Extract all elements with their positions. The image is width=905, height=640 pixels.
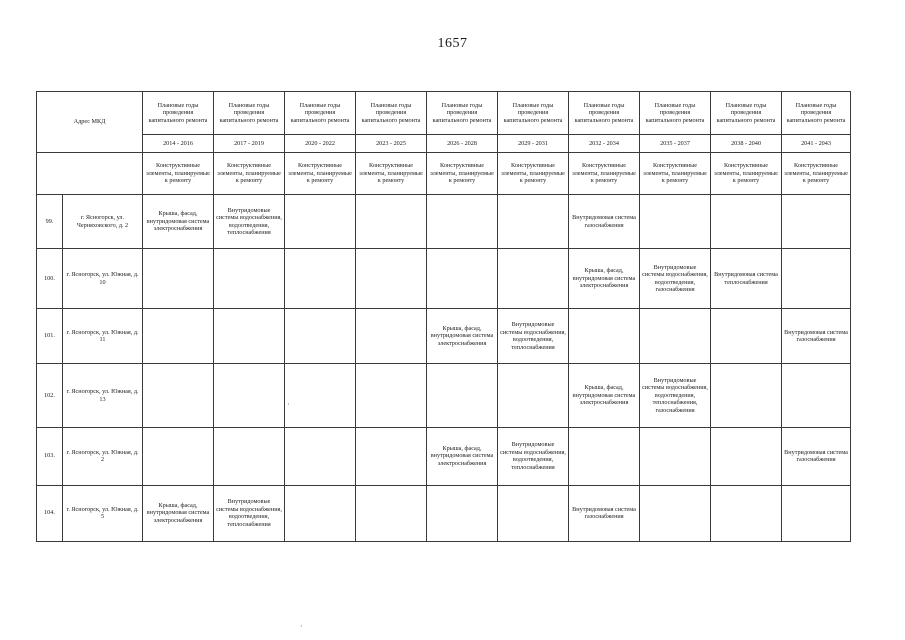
work-cell bbox=[498, 485, 569, 542]
scan-speck: · bbox=[287, 400, 290, 409]
work-cell bbox=[214, 428, 285, 485]
table-row bbox=[37, 249, 851, 309]
page-number: 1657 bbox=[437, 36, 468, 51]
table-row bbox=[37, 195, 851, 249]
work-cell: Внутридомовые системы водоснабжения, водоотведения, теплоснабжения bbox=[214, 195, 285, 249]
work-cell bbox=[782, 364, 851, 428]
work-cell bbox=[498, 195, 569, 249]
work-cell: Крыша, фасад, внутридомовая система электроснабжения bbox=[427, 428, 498, 485]
row-number: 101. bbox=[37, 308, 63, 363]
period-label: Плановые годы проведения капитального ремонта bbox=[782, 92, 851, 135]
work-cell: Крыша, фасад, внутридомовая система электроснабжения bbox=[143, 195, 214, 249]
period-years: 2023 - 2025 bbox=[356, 135, 427, 153]
work-cell bbox=[356, 364, 427, 428]
work-cell bbox=[356, 195, 427, 249]
period-label: Плановые годы проведения капитального ремонта bbox=[356, 92, 427, 135]
period-years: 2014 - 2016 bbox=[143, 135, 214, 153]
row-number: 103. bbox=[37, 428, 63, 485]
work-cell: Крыша, фасад, внутридомовая система электроснабжения bbox=[143, 485, 214, 542]
work-cell bbox=[498, 249, 569, 309]
work-cell bbox=[214, 249, 285, 309]
work-cell bbox=[711, 195, 782, 249]
work-cell bbox=[711, 428, 782, 485]
scan-speck: · bbox=[300, 622, 303, 631]
table-row bbox=[37, 308, 851, 363]
work-cell: Крыша, фасад, внутридомовая система электроснабжения bbox=[569, 249, 640, 309]
period-label: Плановые годы проведения капитального ремонта bbox=[711, 92, 782, 135]
table-row bbox=[37, 428, 851, 485]
row-number: 102. bbox=[37, 364, 63, 428]
header-row-years bbox=[37, 135, 851, 153]
period-years: 2029 - 2031 bbox=[498, 135, 569, 153]
work-cell bbox=[711, 364, 782, 428]
row-number: 100. bbox=[37, 249, 63, 309]
work-cell bbox=[285, 249, 356, 309]
table-row bbox=[37, 364, 851, 428]
work-cell bbox=[569, 428, 640, 485]
work-cell: Внутридомовые системы водоснабжения, водоотведения, теплоснабжения bbox=[214, 485, 285, 542]
period-years: 2041 - 2043 bbox=[782, 135, 851, 153]
work-cell bbox=[711, 485, 782, 542]
work-cell bbox=[285, 308, 356, 363]
work-cell bbox=[640, 428, 711, 485]
work-cell: Внутридомовые системы водоснабжения, водоотведения, теплоснабжения, газоснабжения bbox=[640, 364, 711, 428]
element-label: Конструктивные элементы, планируемые к ремонту bbox=[214, 153, 285, 195]
work-cell bbox=[356, 249, 427, 309]
row-address: г. Ясногорск, ул. Южная, д. 11 bbox=[63, 308, 143, 363]
work-cell bbox=[640, 308, 711, 363]
work-cell bbox=[356, 308, 427, 363]
work-cell bbox=[782, 195, 851, 249]
work-cell bbox=[285, 485, 356, 542]
row-number: 104. bbox=[37, 485, 63, 542]
element-label: Конструктивные элементы, планируемые к ремонту bbox=[356, 153, 427, 195]
work-cell bbox=[782, 249, 851, 309]
work-cell bbox=[285, 195, 356, 249]
element-label: Конструктивные элементы, планируемые к ремонту bbox=[711, 153, 782, 195]
row-address: г. Ясногорск, ул. Южная, д. 2 bbox=[63, 428, 143, 485]
work-cell bbox=[143, 428, 214, 485]
work-cell bbox=[427, 485, 498, 542]
element-label: Конструктивные элементы, планируемые к ремонту bbox=[427, 153, 498, 195]
work-cell: Крыша, фасад, внутридомовая система электроснабжения bbox=[569, 364, 640, 428]
period-years: 2020 - 2022 bbox=[285, 135, 356, 153]
element-label: Конструктивные элементы, планируемые к ремонту bbox=[569, 153, 640, 195]
capital-repair-plan-table bbox=[36, 91, 851, 542]
work-cell: Внутридомовая система газоснабжения bbox=[569, 485, 640, 542]
work-cell bbox=[427, 249, 498, 309]
row-number: 99. bbox=[37, 195, 63, 249]
period-label: Плановые годы проведения капитального ремонта bbox=[427, 92, 498, 135]
work-cell bbox=[356, 485, 427, 542]
table-row bbox=[37, 485, 851, 542]
work-cell bbox=[143, 308, 214, 363]
period-years: 2026 - 2028 bbox=[427, 135, 498, 153]
work-cell bbox=[285, 364, 356, 428]
work-cell bbox=[498, 364, 569, 428]
period-label: Плановые годы проведения капитального ремонта bbox=[143, 92, 214, 135]
row-address: г. Ясногорск, ул. Южная, д. 10 bbox=[63, 249, 143, 309]
work-cell bbox=[427, 195, 498, 249]
period-label: Плановые годы проведения капитального ремонта bbox=[214, 92, 285, 135]
period-label: Плановые годы проведения капитального ремонта bbox=[640, 92, 711, 135]
work-cell bbox=[640, 485, 711, 542]
work-cell bbox=[640, 195, 711, 249]
work-cell: Внутридомовая система теплоснабжения bbox=[711, 249, 782, 309]
work-cell bbox=[356, 428, 427, 485]
work-cell: Внутридомовые системы водоснабжения, водоотведения, теплоснабжения bbox=[498, 428, 569, 485]
work-cell bbox=[427, 364, 498, 428]
element-label: Конструктивные элементы, планируемые к ремонту bbox=[782, 153, 851, 195]
period-years: 2032 - 2034 bbox=[569, 135, 640, 153]
element-label: Конструктивные элементы, планируемые к ремонту bbox=[285, 153, 356, 195]
row-address: г. Ясногорск, ул. Южная, д. 13 bbox=[63, 364, 143, 428]
work-cell bbox=[143, 249, 214, 309]
period-years: 2038 - 2040 bbox=[711, 135, 782, 153]
work-cell: Внутридомовая система газоснабжения bbox=[782, 428, 851, 485]
address-header: Адрес МКД bbox=[37, 92, 143, 153]
work-cell: Внутридомовые системы водоснабжения, водоотведения, теплоснабжения bbox=[498, 308, 569, 363]
work-cell bbox=[782, 485, 851, 542]
element-label: Конструктивные элементы, планируемые к ремонту bbox=[640, 153, 711, 195]
table-body bbox=[37, 195, 851, 542]
work-cell: Внутридомовые системы водоснабжения, водоотведения, газоснабжения bbox=[640, 249, 711, 309]
period-years: 2017 - 2019 bbox=[214, 135, 285, 153]
period-years: 2035 - 2037 bbox=[640, 135, 711, 153]
element-label: Конструктивные элементы, планируемые к ремонту bbox=[143, 153, 214, 195]
period-label: Плановые годы проведения капитального ремонта bbox=[569, 92, 640, 135]
work-cell bbox=[569, 308, 640, 363]
element-label: Конструктивные элементы, планируемые к ремонту bbox=[498, 153, 569, 195]
header-row-element-labels bbox=[37, 153, 851, 195]
row-address: г. Ясногорск, ул. Черняховского, д. 2 bbox=[63, 195, 143, 249]
work-cell: Внутридомовая система газоснабжения bbox=[782, 308, 851, 363]
work-cell: Внутридомовая система газоснабжения bbox=[569, 195, 640, 249]
work-cell bbox=[711, 308, 782, 363]
header-row-period-labels bbox=[37, 92, 851, 135]
address-subheader-blank bbox=[37, 153, 143, 195]
work-cell: Крыша, фасад, внутридомовая система электроснабжения bbox=[427, 308, 498, 363]
work-cell bbox=[143, 364, 214, 428]
work-cell bbox=[214, 308, 285, 363]
work-cell bbox=[214, 364, 285, 428]
period-label: Плановые годы проведения капитального ремонта bbox=[285, 92, 356, 135]
period-label: Плановые годы проведения капитального ремонта bbox=[498, 92, 569, 135]
row-address: г. Ясногорск, ул. Южная, д. 5 bbox=[63, 485, 143, 542]
work-cell bbox=[285, 428, 356, 485]
